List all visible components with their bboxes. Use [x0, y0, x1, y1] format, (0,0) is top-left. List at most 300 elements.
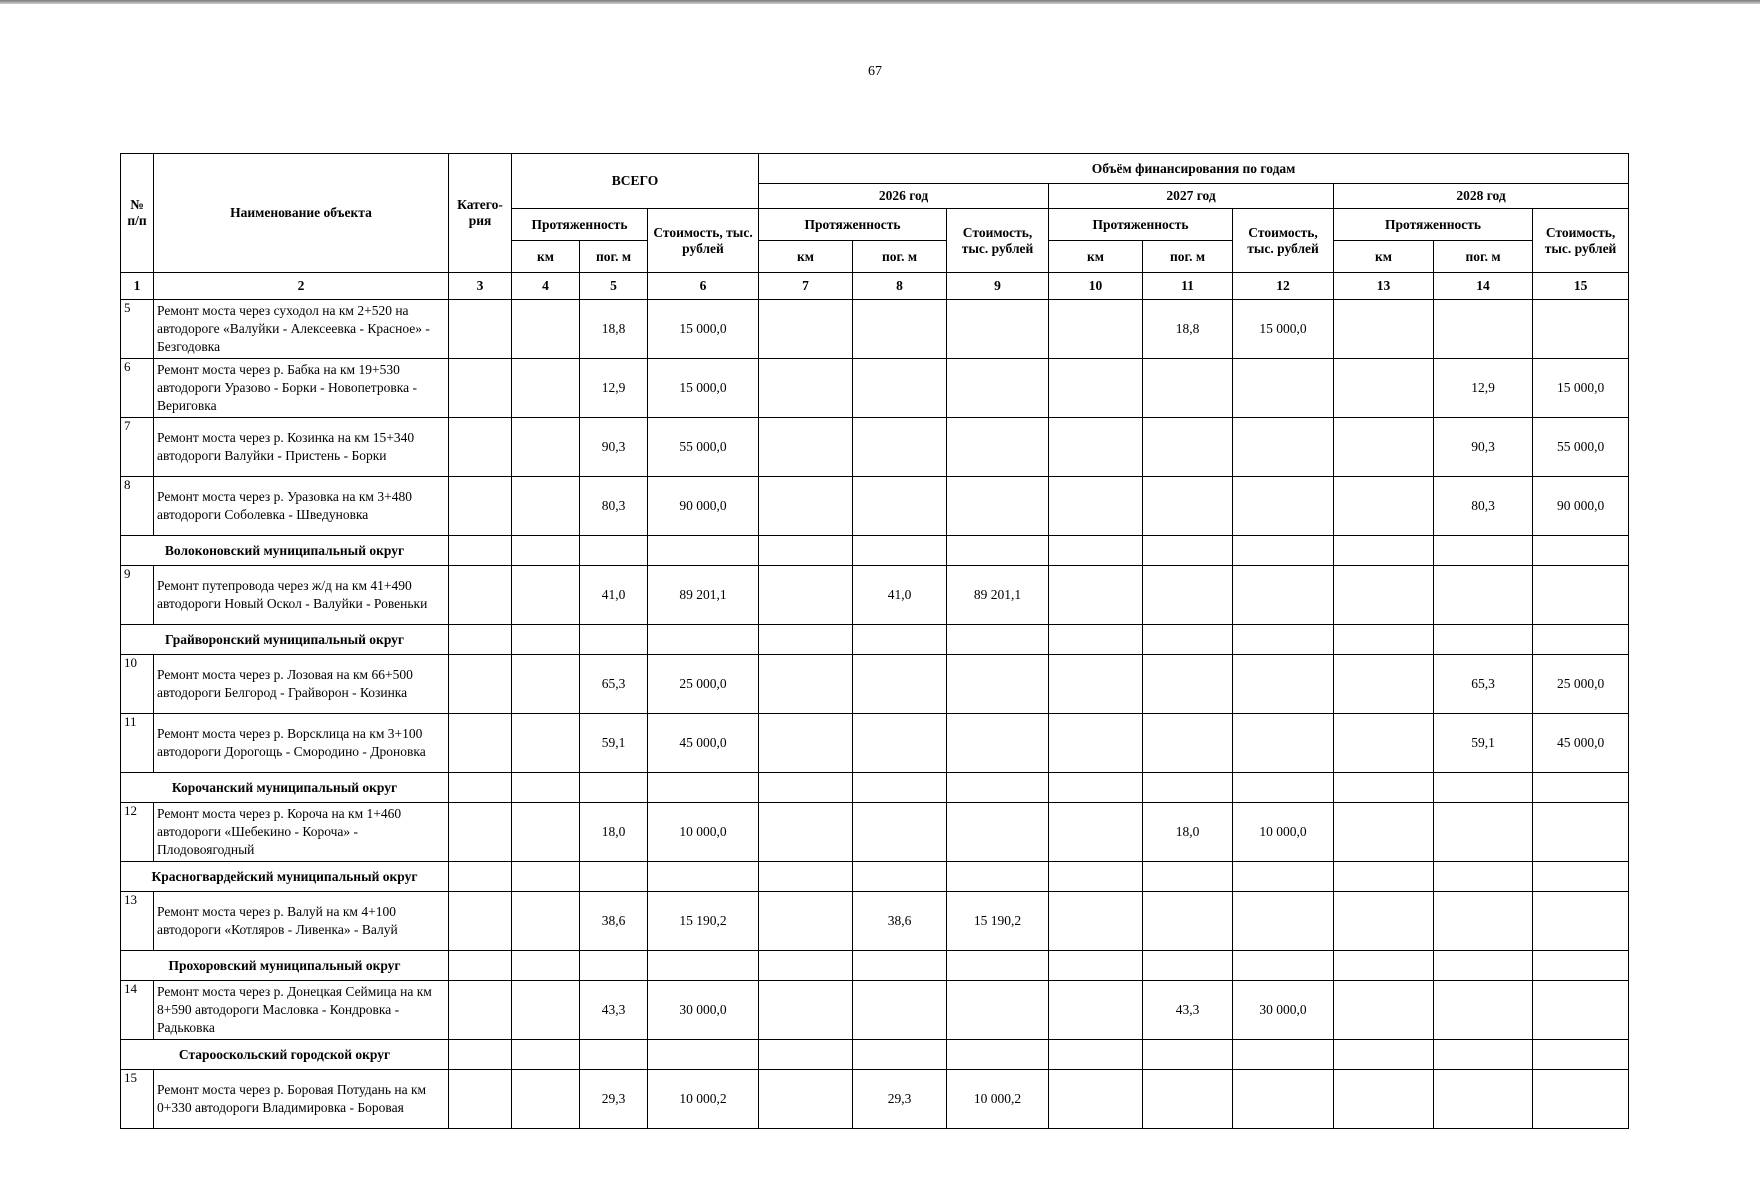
- value-cell: [759, 300, 853, 359]
- value-cell: [1049, 566, 1143, 625]
- value-cell: [947, 803, 1049, 862]
- value-cell: 90 000,0: [1533, 477, 1629, 536]
- value-cell: [1143, 418, 1233, 477]
- district-row: [121, 536, 1629, 566]
- value-cell: [1233, 566, 1334, 625]
- value-cell: 15 000,0: [648, 300, 759, 359]
- col-index: 1: [121, 273, 154, 300]
- value-cell: 90,3: [1434, 418, 1533, 477]
- empty-cell: [648, 1040, 759, 1070]
- object-name: Ремонт моста через р. Ворсклица на км 3+100 автодороги Дорогощь - Смородино - Дроновка: [154, 714, 449, 773]
- empty-cell: [947, 536, 1049, 566]
- empty-cell: [512, 773, 580, 803]
- value-cell: [1533, 1070, 1629, 1129]
- value-cell: [853, 359, 947, 418]
- value-cell: 12,9: [1434, 359, 1533, 418]
- value-cell: [1143, 655, 1233, 714]
- empty-cell: [1533, 1040, 1629, 1070]
- header-cost-2028: Стоимость, тыс. рублей: [1533, 209, 1629, 273]
- empty-cell: [1533, 862, 1629, 892]
- object-name: Ремонт моста через р. Козинка на км 15+340 автодороги Валуйки - Пристень - Борки: [154, 418, 449, 477]
- value-cell: [1233, 714, 1334, 773]
- value-cell: [449, 477, 512, 536]
- empty-cell: [853, 773, 947, 803]
- value-cell: [947, 714, 1049, 773]
- value-cell: [1143, 477, 1233, 536]
- value-cell: 12,9: [580, 359, 648, 418]
- value-cell: [512, 655, 580, 714]
- empty-cell: [1143, 1040, 1233, 1070]
- col-index: 11: [1143, 273, 1233, 300]
- district-row: [121, 1040, 1629, 1070]
- row-number: 12: [121, 803, 154, 862]
- value-cell: [853, 655, 947, 714]
- empty-cell: [1049, 625, 1143, 655]
- value-cell: [1233, 359, 1334, 418]
- value-cell: [1334, 714, 1434, 773]
- col-index: 6: [648, 273, 759, 300]
- empty-cell: [1233, 773, 1334, 803]
- empty-cell: [1334, 773, 1434, 803]
- value-cell: 45 000,0: [1533, 714, 1629, 773]
- value-cell: [512, 981, 580, 1040]
- empty-cell: [580, 1040, 648, 1070]
- value-cell: [1334, 1070, 1434, 1129]
- row-number: 6: [121, 359, 154, 418]
- table-row: [121, 300, 1629, 359]
- value-cell: [512, 1070, 580, 1129]
- value-cell: [1533, 892, 1629, 951]
- empty-cell: [1143, 625, 1233, 655]
- empty-cell: [580, 773, 648, 803]
- value-cell: 55 000,0: [648, 418, 759, 477]
- value-cell: [512, 477, 580, 536]
- header-km-2027: км: [1049, 241, 1143, 273]
- value-cell: [759, 477, 853, 536]
- table-row: [121, 655, 1629, 714]
- empty-cell: [1233, 951, 1334, 981]
- empty-cell: [759, 1040, 853, 1070]
- column-index-row: [121, 273, 1629, 300]
- value-cell: 59,1: [1434, 714, 1533, 773]
- district-row: [121, 625, 1629, 655]
- table-row: [121, 714, 1629, 773]
- value-cell: 15 000,0: [1533, 359, 1629, 418]
- empty-cell: [1334, 1040, 1434, 1070]
- empty-cell: [1143, 536, 1233, 566]
- value-cell: [759, 655, 853, 714]
- value-cell: 15 000,0: [1233, 300, 1334, 359]
- value-cell: [759, 418, 853, 477]
- empty-cell: [648, 862, 759, 892]
- empty-cell: [1049, 862, 1143, 892]
- empty-cell: [759, 773, 853, 803]
- object-name: Ремонт моста через р. Валуй на км 4+100 автодороги «Котляров - Ливенка» - Валуй: [154, 892, 449, 951]
- value-cell: [759, 892, 853, 951]
- value-cell: [1049, 803, 1143, 862]
- header-funding: Объём финансирования по годам: [759, 154, 1629, 184]
- value-cell: 15 190,2: [648, 892, 759, 951]
- value-cell: [1143, 714, 1233, 773]
- value-cell: [449, 1070, 512, 1129]
- value-cell: [1049, 359, 1143, 418]
- district-name: Волоконовский муниципальный округ: [121, 536, 449, 566]
- value-cell: [1233, 655, 1334, 714]
- header-no: № п/п: [121, 154, 154, 273]
- empty-cell: [1334, 951, 1434, 981]
- table-row: [121, 566, 1629, 625]
- value-cell: [1049, 477, 1143, 536]
- value-cell: [1233, 418, 1334, 477]
- empty-cell: [1533, 773, 1629, 803]
- header-year-2026: 2026 год: [759, 184, 1049, 209]
- header-total: ВСЕГО: [512, 154, 759, 209]
- empty-cell: [512, 625, 580, 655]
- row-number: 8: [121, 477, 154, 536]
- value-cell: [853, 477, 947, 536]
- value-cell: [512, 714, 580, 773]
- value-cell: 65,3: [580, 655, 648, 714]
- table-row: [121, 359, 1629, 418]
- value-cell: 80,3: [580, 477, 648, 536]
- row-number: 10: [121, 655, 154, 714]
- object-name: Ремонт моста через р. Уразовка на км 3+480 автодороги Соболевка - Шведуновка: [154, 477, 449, 536]
- header-pm-2028: пог. м: [1434, 241, 1533, 273]
- value-cell: [1533, 981, 1629, 1040]
- col-index: 5: [580, 273, 648, 300]
- district-name: Корочанский муниципальный округ: [121, 773, 449, 803]
- value-cell: [947, 300, 1049, 359]
- empty-cell: [853, 951, 947, 981]
- empty-cell: [1533, 951, 1629, 981]
- value-cell: [449, 981, 512, 1040]
- value-cell: 41,0: [853, 566, 947, 625]
- empty-cell: [648, 536, 759, 566]
- row-number: 15: [121, 1070, 154, 1129]
- object-name: Ремонт моста через р. Лозовая на км 66+500 автодороги Белгород - Грайворон - Козинка: [154, 655, 449, 714]
- value-cell: [449, 655, 512, 714]
- col-index: 2: [154, 273, 449, 300]
- col-index: 13: [1334, 273, 1434, 300]
- value-cell: [1049, 418, 1143, 477]
- value-cell: [853, 981, 947, 1040]
- value-cell: [759, 981, 853, 1040]
- value-cell: 29,3: [580, 1070, 648, 1129]
- empty-cell: [580, 951, 648, 981]
- value-cell: [1533, 300, 1629, 359]
- value-cell: 30 000,0: [648, 981, 759, 1040]
- value-cell: 10 000,2: [947, 1070, 1049, 1129]
- table-row: [121, 418, 1629, 477]
- value-cell: [449, 418, 512, 477]
- table-row: [121, 892, 1629, 951]
- value-cell: [1049, 655, 1143, 714]
- object-name: Ремонт моста через суходол на км 2+520 на автодороге «Валуйки - Алексеевка - Красное» - Безгодовка: [154, 300, 449, 359]
- header-length-2028: Протяженность: [1334, 209, 1533, 241]
- value-cell: 30 000,0: [1233, 981, 1334, 1040]
- value-cell: 10 000,0: [648, 803, 759, 862]
- value-cell: [1143, 566, 1233, 625]
- district-name: Прохоровский муниципальный округ: [121, 951, 449, 981]
- header-cost-total: Стоимость, тыс. рублей: [648, 209, 759, 273]
- value-cell: [1334, 981, 1434, 1040]
- value-cell: 45 000,0: [648, 714, 759, 773]
- object-name: Ремонт путепровода через ж/д на км 41+490 автодороги Новый Оскол - Валуйки - Ровеньки: [154, 566, 449, 625]
- empty-cell: [512, 1040, 580, 1070]
- empty-cell: [580, 862, 648, 892]
- value-cell: 89 201,1: [947, 566, 1049, 625]
- value-cell: 43,3: [580, 981, 648, 1040]
- empty-cell: [580, 625, 648, 655]
- table-row: [121, 981, 1629, 1040]
- header-category: Катего-рия: [449, 154, 512, 273]
- value-cell: [1049, 1070, 1143, 1129]
- empty-cell: [1434, 862, 1533, 892]
- empty-cell: [1049, 536, 1143, 566]
- value-cell: [1334, 418, 1434, 477]
- value-cell: [1334, 892, 1434, 951]
- row-number: 13: [121, 892, 154, 951]
- value-cell: [1434, 892, 1533, 951]
- district-name: Грайворонский муниципальный округ: [121, 625, 449, 655]
- value-cell: [1533, 803, 1629, 862]
- empty-cell: [512, 862, 580, 892]
- value-cell: [1143, 359, 1233, 418]
- value-cell: [512, 418, 580, 477]
- value-cell: [1434, 300, 1533, 359]
- empty-cell: [648, 773, 759, 803]
- value-cell: [947, 655, 1049, 714]
- empty-cell: [853, 536, 947, 566]
- empty-cell: [853, 625, 947, 655]
- value-cell: [947, 359, 1049, 418]
- value-cell: [1049, 892, 1143, 951]
- district-name: Старооскольский городской округ: [121, 1040, 449, 1070]
- value-cell: [1334, 803, 1434, 862]
- value-cell: [1334, 300, 1434, 359]
- row-number: 7: [121, 418, 154, 477]
- value-cell: 10 000,2: [648, 1070, 759, 1129]
- empty-cell: [759, 951, 853, 981]
- col-index: 3: [449, 273, 512, 300]
- header-length-2027: Протяженность: [1049, 209, 1233, 241]
- value-cell: [1233, 1070, 1334, 1129]
- col-index: 14: [1434, 273, 1533, 300]
- empty-cell: [580, 536, 648, 566]
- value-cell: [1049, 300, 1143, 359]
- value-cell: 38,6: [580, 892, 648, 951]
- value-cell: [1049, 981, 1143, 1040]
- col-index: 4: [512, 273, 580, 300]
- table-row: [121, 1070, 1629, 1129]
- value-cell: 29,3: [853, 1070, 947, 1129]
- row-number: 14: [121, 981, 154, 1040]
- value-cell: 43,3: [1143, 981, 1233, 1040]
- value-cell: [1233, 477, 1334, 536]
- empty-cell: [853, 1040, 947, 1070]
- scan-edge: [0, 0, 1760, 4]
- page-number: 67: [868, 64, 882, 79]
- value-cell: 18,8: [1143, 300, 1233, 359]
- district-row: [121, 862, 1629, 892]
- value-cell: [947, 981, 1049, 1040]
- row-number: 9: [121, 566, 154, 625]
- col-index: 8: [853, 273, 947, 300]
- empty-cell: [449, 951, 512, 981]
- value-cell: 25 000,0: [648, 655, 759, 714]
- header-cost-2026: Стоимость, тыс. рублей: [947, 209, 1049, 273]
- value-cell: [1533, 566, 1629, 625]
- empty-cell: [449, 773, 512, 803]
- value-cell: [1434, 803, 1533, 862]
- empty-cell: [1434, 773, 1533, 803]
- value-cell: [1334, 359, 1434, 418]
- value-cell: [1143, 1070, 1233, 1129]
- value-cell: 59,1: [580, 714, 648, 773]
- empty-cell: [648, 951, 759, 981]
- value-cell: [1434, 566, 1533, 625]
- value-cell: [759, 714, 853, 773]
- header-name: Наименование объекта: [154, 154, 449, 273]
- value-cell: 90,3: [580, 418, 648, 477]
- object-name: Ремонт моста через р. Донецкая Сеймица на км 8+590 автодороги Масловка - Кондровка - Радьковка: [154, 981, 449, 1040]
- empty-cell: [1233, 862, 1334, 892]
- empty-cell: [1334, 625, 1434, 655]
- empty-cell: [947, 625, 1049, 655]
- header-pm-2027: пог. м: [1143, 241, 1233, 273]
- empty-cell: [648, 625, 759, 655]
- value-cell: [1334, 655, 1434, 714]
- empty-cell: [1334, 862, 1434, 892]
- value-cell: 15 000,0: [648, 359, 759, 418]
- header-km-total: км: [512, 241, 580, 273]
- value-cell: [449, 566, 512, 625]
- value-cell: 18,8: [580, 300, 648, 359]
- col-index: 15: [1533, 273, 1629, 300]
- value-cell: 25 000,0: [1533, 655, 1629, 714]
- header-pm-total: пог. м: [580, 241, 648, 273]
- value-cell: [759, 1070, 853, 1129]
- value-cell: [759, 359, 853, 418]
- empty-cell: [1049, 1040, 1143, 1070]
- empty-cell: [947, 862, 1049, 892]
- value-cell: [1434, 1070, 1533, 1129]
- empty-cell: [1233, 536, 1334, 566]
- empty-cell: [1434, 536, 1533, 566]
- value-cell: [759, 566, 853, 625]
- empty-cell: [759, 862, 853, 892]
- empty-cell: [1434, 1040, 1533, 1070]
- empty-cell: [1334, 536, 1434, 566]
- empty-cell: [759, 536, 853, 566]
- header-km-2028: км: [1334, 241, 1434, 273]
- district-name: Красногвардейский муниципальный округ: [121, 862, 449, 892]
- empty-cell: [1049, 951, 1143, 981]
- value-cell: [512, 803, 580, 862]
- header-year-2028: 2028 год: [1334, 184, 1629, 209]
- header-cost-2027: Стоимость, тыс. рублей: [1233, 209, 1334, 273]
- value-cell: [947, 418, 1049, 477]
- empty-cell: [759, 625, 853, 655]
- empty-cell: [449, 862, 512, 892]
- empty-cell: [947, 951, 1049, 981]
- header-pm-2026: пог. м: [853, 241, 947, 273]
- table-row: [121, 803, 1629, 862]
- empty-cell: [1233, 1040, 1334, 1070]
- col-index: 7: [759, 273, 853, 300]
- value-cell: [449, 803, 512, 862]
- value-cell: [512, 892, 580, 951]
- value-cell: 15 190,2: [947, 892, 1049, 951]
- empty-cell: [1434, 951, 1533, 981]
- object-name: Ремонт моста через р. Боровая Потудань на км 0+330 автодороги Владимировка - Боровая: [154, 1070, 449, 1129]
- empty-cell: [853, 862, 947, 892]
- object-name: Ремонт моста через р. Бабка на км 19+530 автодороги Уразово - Борки - Новопетровка - Вериговка: [154, 359, 449, 418]
- empty-cell: [1143, 951, 1233, 981]
- empty-cell: [1434, 625, 1533, 655]
- empty-cell: [1533, 625, 1629, 655]
- empty-cell: [1143, 773, 1233, 803]
- value-cell: 10 000,0: [1233, 803, 1334, 862]
- empty-cell: [947, 1040, 1049, 1070]
- value-cell: 90 000,0: [648, 477, 759, 536]
- value-cell: [1049, 714, 1143, 773]
- empty-cell: [512, 536, 580, 566]
- value-cell: [759, 803, 853, 862]
- value-cell: 38,6: [853, 892, 947, 951]
- empty-cell: [449, 1040, 512, 1070]
- col-index: 9: [947, 273, 1049, 300]
- value-cell: [947, 477, 1049, 536]
- empty-cell: [1233, 625, 1334, 655]
- empty-cell: [1049, 773, 1143, 803]
- value-cell: 55 000,0: [1533, 418, 1629, 477]
- value-cell: 18,0: [580, 803, 648, 862]
- district-row: [121, 951, 1629, 981]
- value-cell: [853, 300, 947, 359]
- table-row: [121, 477, 1629, 536]
- value-cell: [449, 300, 512, 359]
- value-cell: [1334, 566, 1434, 625]
- value-cell: [1143, 892, 1233, 951]
- empty-cell: [947, 773, 1049, 803]
- object-name: Ремонт моста через р. Короча на км 1+460 автодороги «Шебекино - Короча» - Плодовоягодный: [154, 803, 449, 862]
- row-number: 11: [121, 714, 154, 773]
- value-cell: [853, 803, 947, 862]
- empty-cell: [449, 536, 512, 566]
- value-cell: 65,3: [1434, 655, 1533, 714]
- value-cell: [449, 714, 512, 773]
- value-cell: [853, 418, 947, 477]
- header-km-2026: км: [759, 241, 853, 273]
- row-number: 5: [121, 300, 154, 359]
- objects-table: [120, 153, 1629, 1129]
- value-cell: [512, 359, 580, 418]
- value-cell: 18,0: [1143, 803, 1233, 862]
- header-length-total: Протяженность: [512, 209, 648, 241]
- value-cell: [853, 714, 947, 773]
- empty-cell: [512, 951, 580, 981]
- value-cell: 80,3: [1434, 477, 1533, 536]
- empty-cell: [449, 625, 512, 655]
- value-cell: [1434, 981, 1533, 1040]
- value-cell: 41,0: [580, 566, 648, 625]
- value-cell: [449, 359, 512, 418]
- value-cell: 89 201,1: [648, 566, 759, 625]
- value-cell: [1233, 892, 1334, 951]
- col-index: 10: [1049, 273, 1143, 300]
- empty-cell: [1533, 536, 1629, 566]
